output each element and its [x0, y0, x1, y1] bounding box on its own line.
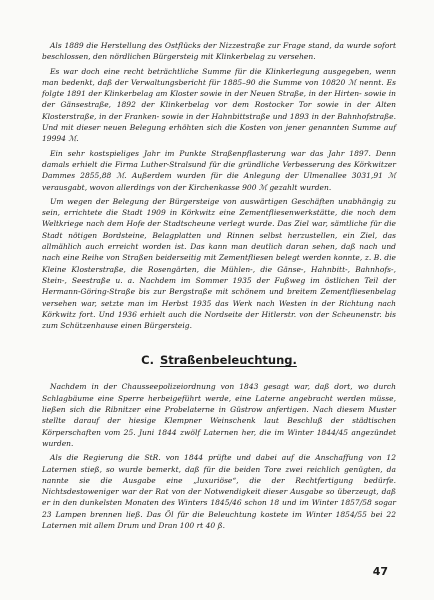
page-number: 47 — [372, 565, 388, 578]
paragraph-strassenpflasterung-1897: Ein sehr kostspieliges Jahr im Punkte Straßenpflasterung war das Jahr 1897. Denn damals erhielt die Firma Luther-Stralsund für die gründliche Verbesserung des Körkwitzer Dammes 2855,88 ℳ. Außerdem wurden für die Anlegung der Ulmenallee 3031,91 ℳ verausgabt, wovon allerdings von der Kirchenkasse 900 ℳ gezahlt wurden. — [42, 148, 396, 192]
paragraph-zementfliesenwerkstaette: Um wegen der Belegung der Bürgersteige von auswärtigen Geschäften unabhängig zu sein, errichtete die Stadt 1909 in Körkwitz eine Zementfliesenwerkstätte, die noch dem Weltkriege nach dem Hofe der Stadtscheune verlegt wurde. Das Ziel war, sämtliche für die Stadt nötigen Bordsteine, Belagplatten und Rinnen selbst herzustellen, ein Ziel, das allmählich auch erreicht worden ist. Das kann man deutlich daran sehen, daß nach und nach eine Reihe von Straßen beiderseitig mit Zementfliesen belegt werden konnte, z. B. die Kleine Klosterstraße, die Rosengärten, die Mühlen-, die Gänse-, Hahnbitt-, Bahnhofs-, Stein-, Seestraße u. a. Nachdem im Sommer 1935 der Fußweg im östlichen Teil der Hermann-Göring-Straße bis zur Bergstraße mit schönem und breitem Zementfliesenbelag versehen war, setzte man im Herbst 1935 das Werk nach Westen in der Richtung nach Körkwitz fort. Und 1936 erhielt auch die Nordseite der Hitlerstr. von der Scheunenstr. bis zum Schützenhause einen Bürgersteig. — [42, 196, 396, 331]
section-heading — [42, 353, 396, 367]
section-letter: C. — [141, 353, 154, 368]
paragraph-probelaterne: Nachdem in der Chausseepolizeiordnung von 1843 gesagt war, daß dort, wo durch Schlagbäume eine Sperre herbeigeführt werde, eine Laterne angebracht werden müsse, ließen sich die Ribnitzer eine Probelaterne in Güstrow anfertigen. Nach diesem Muster stellte darauf der hiesige Klempner Weinschenk laut Beschluß der städtischen Körperschaften vom 25. Juni 1844 zwölf Laternen her, die im Winter 1844/45 angezündet wurden. — [42, 382, 396, 448]
paragraph-klinkerlegung: Es war doch eine recht beträchtliche Summe für die Klinkerlegung ausgegeben, wenn man bedenkt, daß der Verwaltungsbericht für 1885–90 die Summe von 10820 ℳ nennt. Es folgte 1891 der Klinkerbelag am Kloster sowie in der Neuen Straße, in der Hirten- sowie in der Gänsestraße, 1892 der Klinkerbelag vor dem Rostocker Tor sowie in der Alten Klosterstraße, in der Franken- sowie in der Hahnbittstraße und 1893 in der Bahnhofstraße. Und mit dieser neuen Belegung erhöhten sich die Kosten von jener genannten Summe auf 19994 ℳ. — [42, 66, 396, 144]
paragraph-laternen-kosten: Als die Regierung die StR. von 1844 prüfte und dabei auf die Anschaffung von 12 Laternen stieß, so wurde bemerkt, daß für die beiden Tore zwei reichlich genügten, da nannte sie die Ausgabe eine „luxuriöse“, die der Rechtfertigung bedürfe. Nichtsdestoweniger war der Rat von der Notwendigkeit dieser Ausgabe so überzeugt, daß er in den dunkelsten Monaten des Winters 1845/46 schon 18 und im Winter 1857/58 sogar 23 Lampen brennen ließ. Das Öl für die Beleuchtung kostete im Winter 1854/55 bei 22 Laternen mit allem Drum und Dran 100 rt 40 ß. — [42, 453, 396, 530]
paragraph-nizzestrasse: Als 1889 die Herstellung des Ostflücks der Nizzestraße zur Frage stand, da wurde sofort beschlossen, den nördlichen Bürgersteig mit Klinkerbelag zu versehen. — [42, 41, 396, 62]
section-title: Straßenbeleuchtung. — [159, 353, 297, 368]
